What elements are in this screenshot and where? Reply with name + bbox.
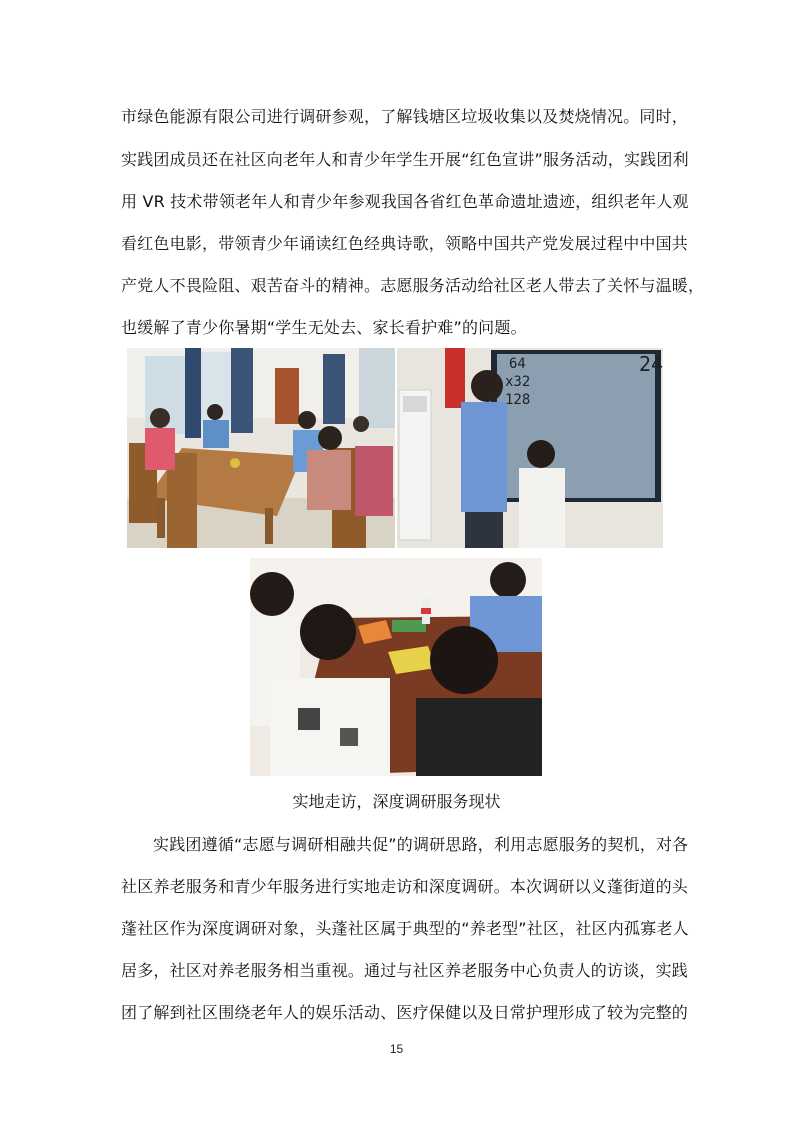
- whiteboard-number: 24: [639, 352, 663, 376]
- text-line: 也缓解了青少你暑期“学生无处去、家长看护难”的问题。: [121, 318, 527, 337]
- photo-board-game: [250, 558, 542, 776]
- text-line: 居多，社区对养老服务相当重视。通过与社区养老服务中心负责人的访谈，实践: [121, 961, 689, 980]
- whiteboard-number: 64: [509, 356, 526, 372]
- photo-caption: 实地走访，深度调研服务现状: [292, 792, 501, 811]
- whiteboard-number: x32: [505, 374, 531, 390]
- text-line: 市绿色能源有限公司进行调研参观，了解钱塘区垃圾收集以及焚烧情况。同时，: [121, 107, 689, 126]
- text-line: 蓬社区作为深度调研对象，头蓬社区属于典型的“养老型”社区，社区内孤寡老人: [121, 919, 689, 938]
- text-line: 实践团成员还在社区向老年人和青少年学生开展“红色宣讲”服务活动，实践团利: [121, 150, 689, 169]
- text-line: 看红色电影，带领青少年诵读红色经典诗歌，领略中国共产党发展过程中中国共: [121, 234, 689, 253]
- text-line: 团了解到社区围绕老年人的娱乐活动、医疗保健以及日常护理形成了较为完整的: [121, 1003, 689, 1022]
- text-line: 用 VR 技术带领老年人和青少年参观我国各省红色革命遗址遗迹，组织老年人观: [121, 192, 689, 211]
- page-number: 15: [389, 1042, 404, 1056]
- photo-community-room: [127, 348, 395, 548]
- text-line: 社区养老服务和青少年服务进行实地走访和深度调研。本次调研以义蓬街道的头: [121, 877, 689, 896]
- whiteboard-number: 128: [505, 392, 531, 408]
- text-line: 产党人不畏险阻、艰苦奋斗的精神。志愿服务活动给社区老人带去了关怀与温暖，: [121, 276, 705, 295]
- photo-whiteboard-tutoring: [397, 348, 663, 548]
- text-line: 实践团遵循“志愿与调研相融共促”的调研思路，利用志愿服务的契机，对各: [153, 835, 689, 854]
